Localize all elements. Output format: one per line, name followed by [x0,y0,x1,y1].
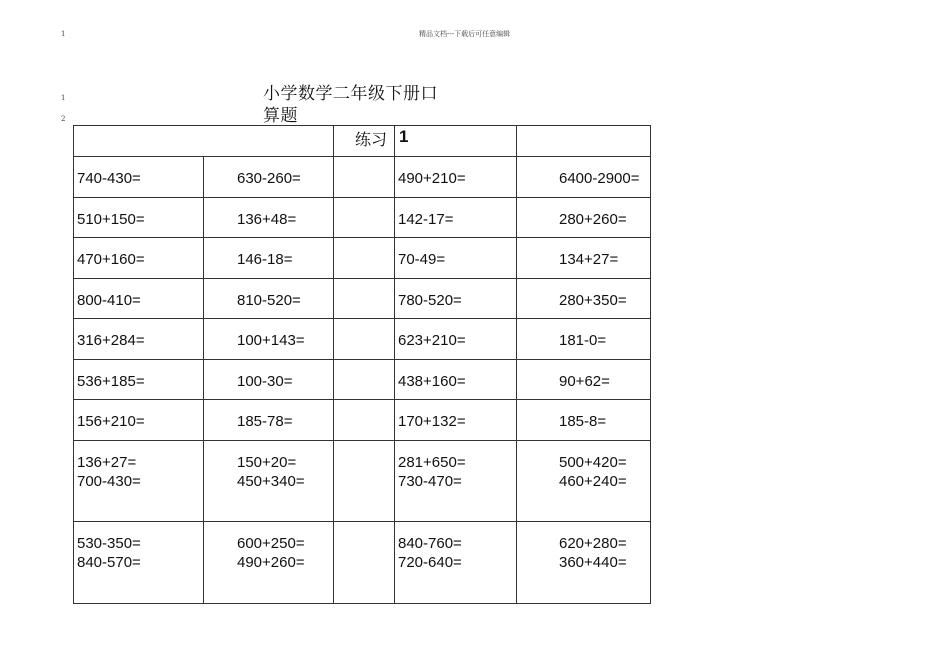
table-row [74,238,651,279]
table-row [74,359,651,400]
arithmetic-problem: 156+210= [77,413,145,430]
problem-group [395,522,516,572]
arithmetic-problem: 536+185= [77,372,145,390]
arithmetic-problem: 840-760= [398,535,462,552]
title-line-2: 算题 [263,106,298,126]
table-cell [74,319,204,360]
table-row [74,197,651,238]
table-cell [204,238,334,279]
problem-group [74,522,203,572]
table-cell [204,197,334,238]
arithmetic-problem: 100+143= [237,332,305,349]
arithmetic-problem: 490+210= [398,170,466,187]
table-cell [517,359,651,400]
table-cell [395,238,517,279]
practice-label: 练习 [355,130,388,149]
arithmetic-problem: 136+48= [237,210,297,228]
arithmetic-problem: 6400-2900= [559,170,640,187]
table-cell [74,359,204,400]
arithmetic-problem: 720-640= [398,554,462,571]
header-note: 精品文档---下载后可任意编辑 [419,30,511,38]
table-row [74,319,651,360]
table-cell [204,522,334,604]
table-cell [334,238,395,279]
table-cell [74,126,334,157]
arithmetic-problem: 70-49= [398,251,446,268]
table-cell [517,157,651,198]
arithmetic-problem: 136+27= [77,453,137,471]
arithmetic-problem: 316+284= [77,332,145,349]
arithmetic-problem: 280+350= [559,291,627,309]
table-row [74,278,651,319]
table-cell [204,400,334,441]
document-title [263,83,438,127]
table-cell [74,197,204,238]
table-cell [395,400,517,441]
problem-group [395,441,516,491]
arithmetic-problem: 450+340= [237,472,305,490]
table-cell [74,440,204,522]
problem-group [204,441,333,491]
problem-group [204,522,333,572]
arithmetic-problem: 470+160= [77,251,145,268]
practice-number: 1 [399,127,409,146]
arithmetic-problem: 146-18= [237,251,293,268]
table-cell [334,278,395,319]
arithmetic-problem: 281+650= [398,453,466,471]
table-cell [334,157,395,198]
table-cell [517,197,651,238]
arithmetic-problem: 600+250= [237,535,305,552]
table-cell [517,319,651,360]
table-cell [334,400,395,441]
arithmetic-problem: 490+260= [237,554,305,571]
table-cell [517,278,651,319]
arithmetic-problem: 134+27= [559,251,619,268]
table-cell [395,359,517,400]
table-cell [395,278,517,319]
problem-group [517,441,650,491]
exercise-table [73,125,651,604]
table-cell [74,278,204,319]
arithmetic-problem: 840-570= [77,554,141,571]
arithmetic-problem: 100-30= [237,372,293,390]
table-cell [395,126,517,157]
margin-mark: 1 [61,94,66,102]
arithmetic-problem: 800-410= [77,291,141,309]
arithmetic-problem: 740-430= [77,170,141,187]
table-cell [204,359,334,400]
title-line-1: 小学数学二年级下册口 [263,84,438,104]
table-cell [517,400,651,441]
table-row [74,522,651,604]
table-cell [517,238,651,279]
table-cell [517,440,651,522]
table-cell [334,197,395,238]
table-cell [395,440,517,522]
table-cell [395,319,517,360]
table-cell [334,319,395,360]
table-cell [204,157,334,198]
arithmetic-problem: 181-0= [559,332,607,349]
problem-group [74,441,203,491]
table-cell [395,157,517,198]
arithmetic-problem: 700-430= [77,472,141,490]
table-cell [334,359,395,400]
table-cell [334,440,395,522]
table-row [74,440,651,522]
table-cell [74,400,204,441]
table-cell [74,522,204,604]
table-cell [517,522,651,604]
arithmetic-problem: 280+260= [559,210,627,228]
arithmetic-problem: 623+210= [398,332,466,349]
arithmetic-problem: 730-470= [398,472,462,490]
arithmetic-problem: 185-8= [559,413,607,430]
arithmetic-problem: 510+150= [77,210,145,228]
table-cell [395,522,517,604]
table-cell [204,278,334,319]
table-row [74,400,651,441]
arithmetic-problem: 810-520= [237,291,301,309]
table-cell [334,522,395,604]
table-cell [517,126,651,157]
arithmetic-problem: 780-520= [398,291,462,309]
arithmetic-problem: 90+62= [559,372,610,390]
arithmetic-problem: 142-17= [398,210,454,228]
arithmetic-problem: 620+280= [559,535,627,552]
arithmetic-problem: 438+160= [398,372,466,390]
arithmetic-problem: 170+132= [398,413,466,430]
table-row [74,157,651,198]
table-cell [395,197,517,238]
margin-mark: 1 [61,30,66,38]
arithmetic-problem: 460+240= [559,472,627,490]
arithmetic-problem: 360+440= [559,554,627,571]
table-cell [74,238,204,279]
table-cell [204,319,334,360]
arithmetic-problem: 500+420= [559,453,627,471]
arithmetic-problem: 150+20= [237,453,297,471]
arithmetic-problem: 630-260= [237,170,301,187]
margin-mark: 2 [61,115,66,123]
arithmetic-problem: 185-78= [237,413,293,430]
table-cell [74,157,204,198]
table-cell [204,440,334,522]
problem-group [517,522,650,572]
arithmetic-problem: 530-350= [77,535,141,552]
